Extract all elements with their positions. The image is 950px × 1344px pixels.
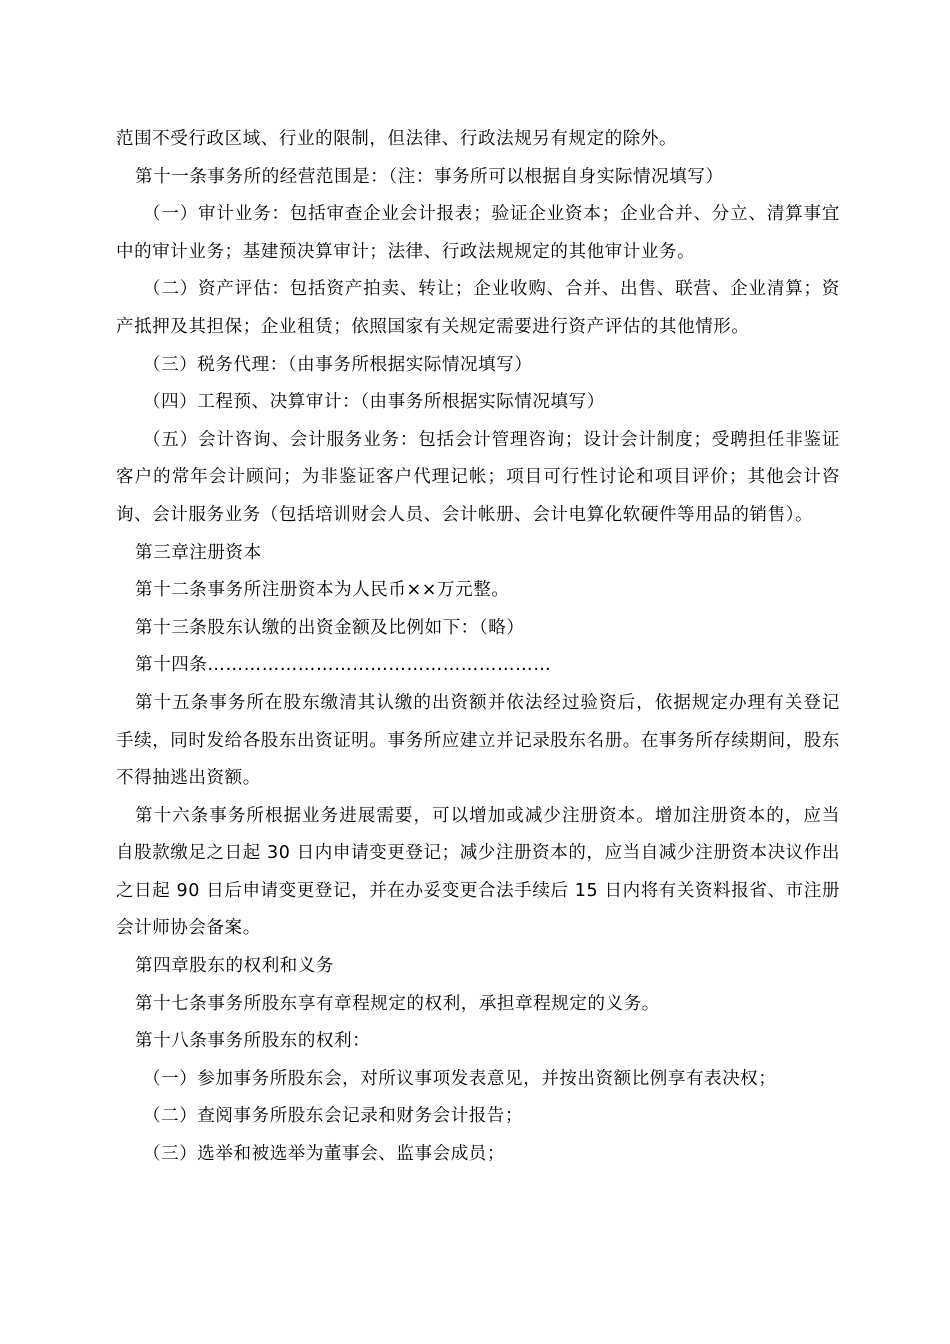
article-11-item-2: （二）资产评估：包括资产拍卖、转让；企业收购、合并、出售、联营、企业清算；资产抵押及其担保；企业租赁；依照国家有关规定需要进行资产评估的其他情形。 xyxy=(116,279,840,337)
article-18-item-2: （二）查阅事务所股东会记录和财务会计报告； xyxy=(143,1106,524,1127)
article-13: 第十三条股东认缴的出资金额及比例如下：（略） xyxy=(135,617,525,638)
article-11-item-4: （四）工程预、决算审计：（由事务所根据实际情况填写） xyxy=(143,392,605,413)
chapter-4-heading: 第四章股东的权利和义务 xyxy=(135,956,335,977)
article-18-item-3: （三）选举和被选举为董事会、监事会成员； xyxy=(143,1144,505,1165)
paragraph-scope-continuation: 范围不受行政区域、行业的限制，但法律、行政法规另有规定的除外。 xyxy=(116,129,678,149)
article-18: 第十八条事务所股东的权利： xyxy=(135,1031,371,1052)
article-16: 第十六条事务所根据业务进展需要，可以增加或减少注册资本。增加注册资本的，应当自股款缴足之日起 30 日内申请变更登记；减少注册资本的，应当自减少注册资本决议作出之日起 90 日后申请变更登记，并在办妥变更合法手续后 15 日内将有关资料报省、市注册会计师协会备案。 xyxy=(116,805,840,939)
article-11: 第十一条事务所的经营范围是：（注：事务所可以根据自身实际情况填写） xyxy=(135,166,724,187)
article-18-item-1: （一）参加事务所股东会，对所议事项发表意见，并按出资额比例享有表决权； xyxy=(143,1068,777,1089)
article-17: 第十七条事务所股东享有章程规定的权利，承担章程规定的义务。 xyxy=(135,993,660,1014)
document-body xyxy=(116,121,840,1174)
article-11-item-3: （三）税务代理：（由事务所根据实际情况填写） xyxy=(143,354,533,375)
article-15: 第十五条事务所在股东缴清其认缴的出资额并依法经过验资后，依据规定办理有关登记手续，同时发给各股东出资证明。事务所应建立并记录股东名册。在事务所存续期间，股东不得抽逃出资额。 xyxy=(116,692,840,789)
article-11-item-1: （一）审计业务：包括审查企业会计报表；验证企业资本；企业合并、分立、清算事宜中的审计业务；基建预决算审计；法律、行政法规规定的其他审计业务。 xyxy=(116,204,840,262)
article-12: 第十二条事务所注册资本为人民币××万元整。 xyxy=(135,580,510,601)
article-11-item-5: （五）会计咨询、会计服务业务：包括会计管理咨询；设计会计制度；受聘担任非鉴证客户的常年会计顾问；为非鉴证客户代理记帐；项目可行性讨论和项目评价；其他会计咨询、会计服务业务（包括培训财会人员、会计帐册、会计电算化软硬件等用品的销售）。 xyxy=(116,429,840,525)
article-14: 第十四条………………………………………………… xyxy=(135,655,552,676)
chapter-3-heading: 第三章注册资本 xyxy=(135,542,262,563)
